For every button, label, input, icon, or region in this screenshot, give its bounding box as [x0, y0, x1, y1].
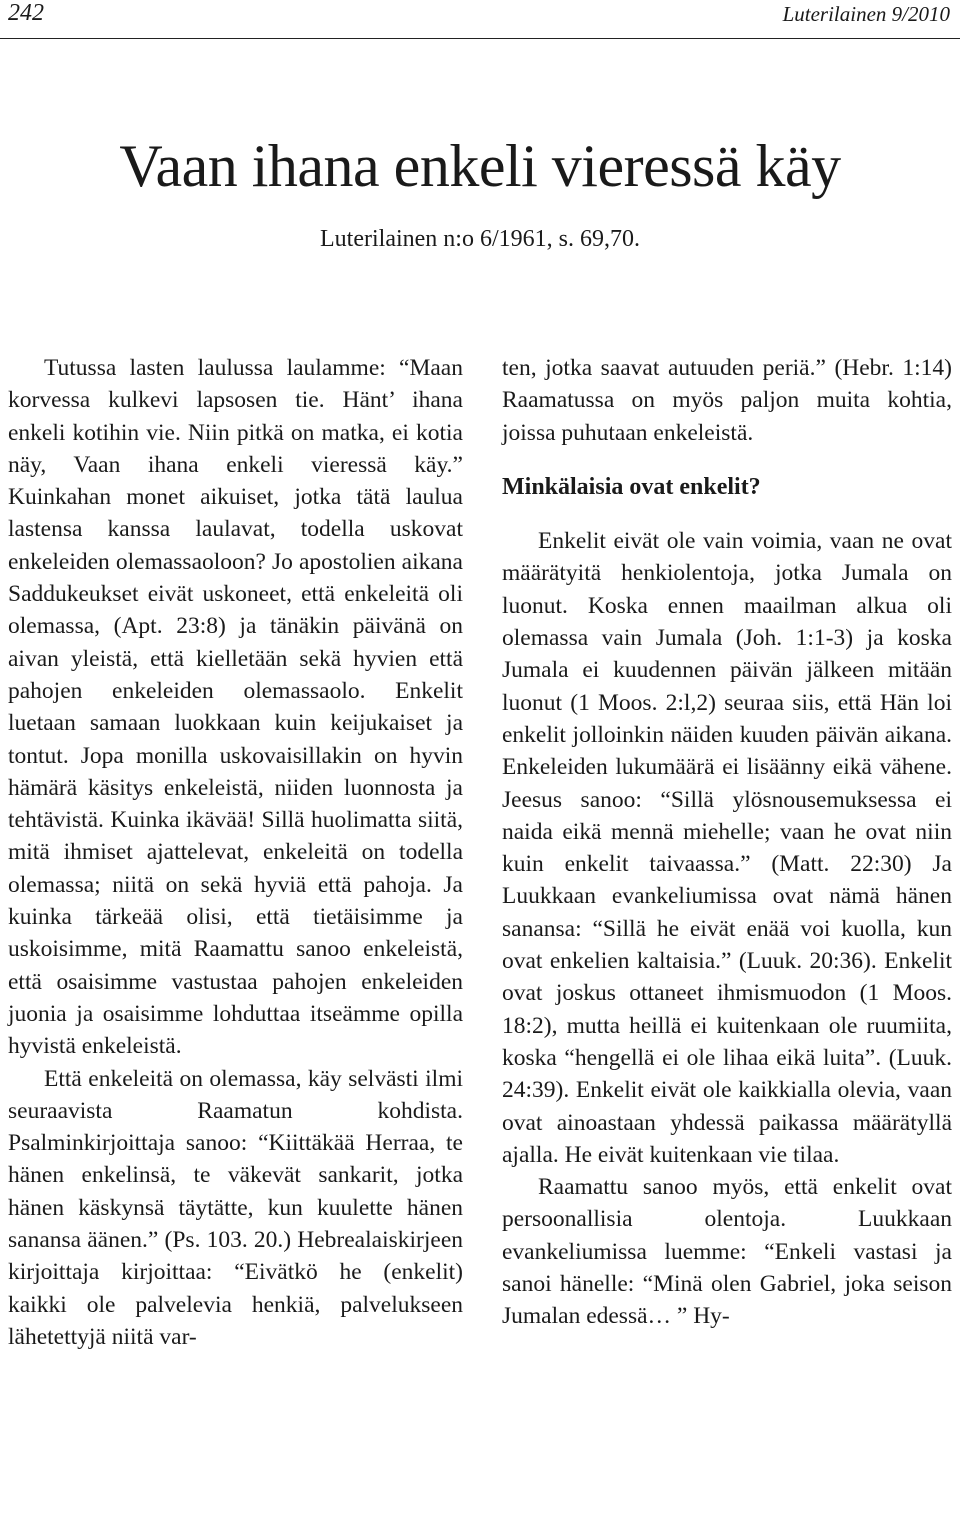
section-heading: Minkälaisia ovat enkelit?: [502, 473, 761, 500]
paragraph: Raamattu sanoo myös, että enkelit ovat persoonallisia olentoja. Luukkaan evankeliumissa luemme: “Enkeli vastasi ja sanoi hänelle: “Minä olen Gabriel, joka seison Jumalan edessä… ” Hy-: [502, 1174, 952, 1330]
paragraph: Että enkeleitä on olemassa, käy selvästi ilmi seuraavista Raamatun kohdista. Psalminkirjoittaja sanoo: “Kiittäkää Herraa, te hänen enkelinsä, te väkevät sankarit, jotka hänen käskynsä täytätte, kun kuulette hänen sanansa äänen.” (Ps. 103. 20.) Hebrealaiskirjeen kirjoittaja kirjoittaa: “Eivätkö he (enkelit) kaikki ole palvelevia henkiä, palvelukseen lähetettyjä niitä var-: [8, 1065, 463, 1350]
article-source: Luterilainen n:o 6/1961, s. 69,70.: [320, 226, 640, 252]
journal-name: Luterilainen 9/2010: [782, 2, 950, 26]
left-column: [8, 352, 463, 1353]
paragraph: ten, jotka saavat autuuden periä.” (Hebr. 1:14) Raamatussa on myös paljon muita kohtia, joissa puhutaan enkeleistä.: [502, 355, 952, 446]
paragraph: Enkelit eivät ole vain voimia, vaan ne ovat määrätyitä henkiolentoja, jotka Jumala on luonut. Koska ennen maailman alkua oli olemassa vain Jumala (Joh. 1:1-3) ja koska Jumala ei kuudennen päivän jälkeen mitään luonut (1 Moos. 2:l,2) seuraa siis, että Hän loi enkelit jolloinkin näiden kuuden päivän aikana. Enkeleiden lukumäärä ei lisäänny eikä vähene. Jeesus sanoo: “Sillä ylösnousemuksessa ei naida eikä mennä miehelle; vaan he ovat niin kuin enkelit taivaassa.” (Matt. 22:30) Ja Luukkaan evankeliumissa ovat nämä hänen sanansa: “Sillä he eivät enää voi kuolla, kun ovat enkelien kaltaisia.” (Luuk. 20:36). Enkelit ovat joskus ottaneet ihmismuodon (1 Moos. 18:2), mutta heillä ei kuitenkaan ole ruumiita, koska “hengellä ei ole lihaa eikä luita”. (Luuk. 24:39). Enkelit eivät ole kaikkialla olevia, vaan ovat ainoastaan yhdessä paikassa määrätyllä ajalla. He eivät kuitenkaan vie tilaa.: [502, 528, 952, 1168]
paragraph: Tutussa lasten laulussa laulamme: “Maan korvessa kulkevi lapsosen tie. Hänt’ ihana enkeli kotihin vie. Niin pitkä on matka, ei kotia näy, Vaan ihana enkeli vieressä käy.” Kuinkahan monet aikuiset, jotka tätä laulua lastensa kanssa laulavat, todella uskovat enkeleiden olemassaoloon? Jo apostolien aikana Saddukeukset eivät uskoneet, että enkeleitä oli olemassa, (Apt. 23:8) ja tänäkin päivänä on aivan yleistä, että kielletään sekä hyvien että pahojen enkeleiden olemassaolo. Enkelit luetaan samaan luokkaan kuin keijukaiset ja tontut. Jopa monilla uskovaisillakin on hyvin hämärä käsitys enkeleistä, niiden luonnosta ja tehtävistä. Kuinka ikävää! Sillä huolimatta siitä, mitä ihmiset ajattelevat, enkeleitä on todella olemassa; niitä on sekä hyviä että pahoja. Ja kuinka tärkeää olisi, että tietäisimme ja uskoisimme, mitä Raamattu sanoo enkeleistä, että osaisimme vastustaa pahojen enkeleiden juonia ja osaisimme lohduttaa itseämme opilla hyvistä enkeleistä.: [8, 355, 463, 1060]
page-header: [0, 0, 960, 39]
right-column: [502, 352, 952, 1333]
page-number: 242: [8, 0, 44, 26]
article-title: Vaan ihana enkeli vieressä käy: [119, 133, 841, 199]
